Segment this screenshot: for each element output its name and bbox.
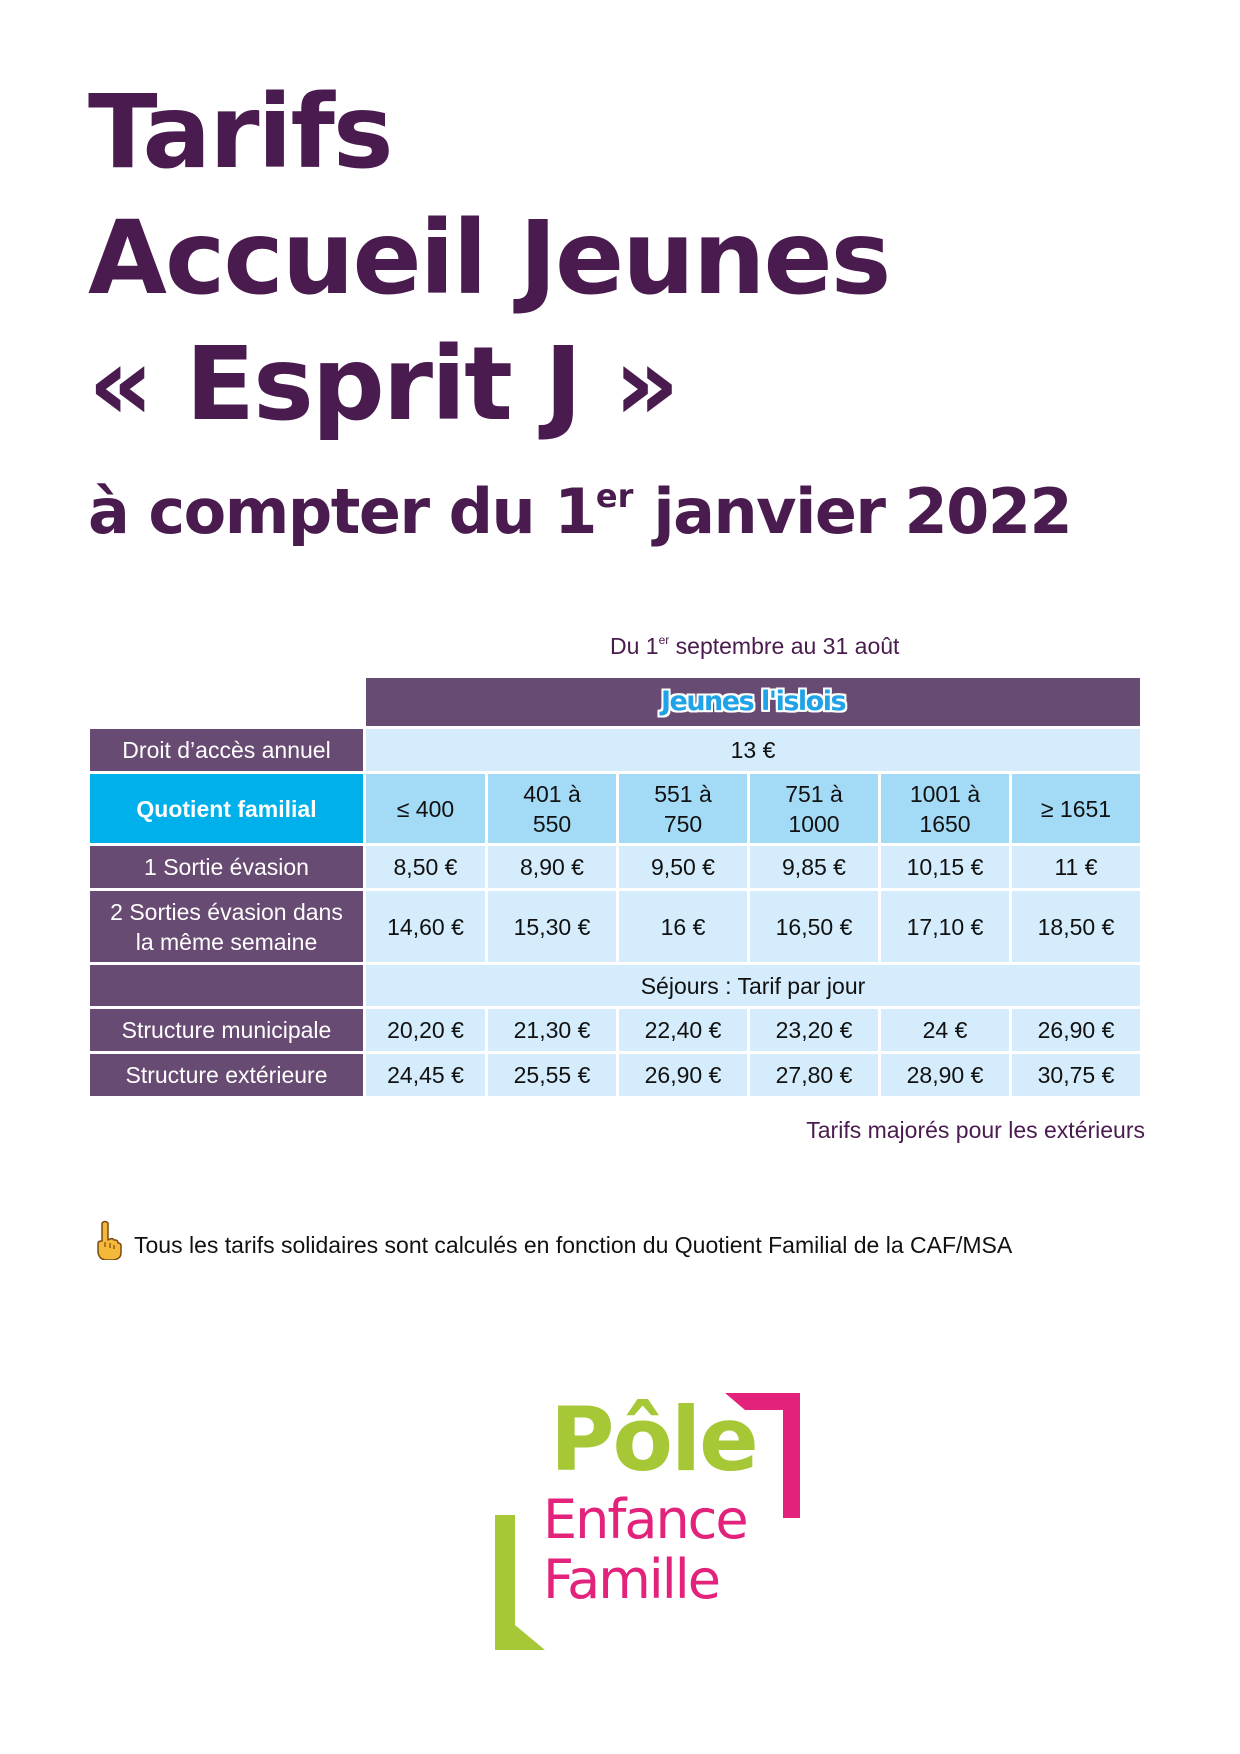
- table-cell: 14,60 €: [366, 891, 485, 962]
- caf-note-text: Tous les tarifs solidaires sont calculés en fonction du Quotient Familial de la CAF/MSA: [134, 1232, 1013, 1258]
- sejours-blank-label: [90, 965, 363, 1006]
- row-label-municipale: Structure municipale: [90, 1009, 363, 1051]
- jeunes-islois-brand: Jeunes l'islois: [660, 686, 846, 717]
- qf-bracket-text: 551 à 750: [654, 780, 712, 837]
- table-cell: 22,40 €: [619, 1009, 747, 1051]
- title-line-esprit-j: « Esprit J »: [88, 325, 678, 444]
- table-cell: 10,15 €: [881, 846, 1009, 888]
- qf-bracket-text: 751 à 1000: [785, 780, 843, 837]
- row-label-sortie1: 1 Sortie évasion: [90, 846, 363, 888]
- pointing-hand-icon: [90, 1220, 122, 1260]
- period-post: septembre au 31 août: [669, 633, 900, 659]
- qf-bracket: [619, 774, 747, 843]
- table-row-municipale: [90, 1009, 1140, 1051]
- table-row-acces: [90, 729, 1140, 771]
- table-header-row: [90, 678, 1140, 726]
- table-cell: 8,90 €: [488, 846, 616, 888]
- period-pre: Du 1: [610, 633, 659, 659]
- table-cell: 9,85 €: [750, 846, 878, 888]
- sejours-header: Séjours : Tarif par jour: [366, 965, 1140, 1006]
- table-cell: 16 €: [619, 891, 747, 962]
- table-row-sejours-header: [90, 965, 1140, 1006]
- table-cell: 15,30 €: [488, 891, 616, 962]
- table-cell: 30,75 €: [1012, 1054, 1140, 1096]
- title-line-tarifs: Tarifs: [88, 73, 392, 192]
- row-label-acces: Droit d’accès annuel: [90, 729, 363, 771]
- table-cell: 27,80 €: [750, 1054, 878, 1096]
- table-row-sortie2: [90, 891, 1140, 962]
- qf-bracket-text: 401 à 550: [523, 780, 581, 837]
- table-cell: 17,10 €: [881, 891, 1009, 962]
- surcharge-note: Tarifs majorés pour les extérieurs: [806, 1117, 1145, 1143]
- caf-note: [90, 1232, 1012, 1260]
- qf-bracket: [750, 774, 878, 843]
- table-cell: 21,30 €: [488, 1009, 616, 1051]
- header-blank-cell: [90, 678, 363, 726]
- table-cell: 18,50 €: [1012, 891, 1140, 962]
- group-header-cell: [366, 678, 1140, 726]
- title-date-pre: à compter du 1: [88, 475, 596, 548]
- qf-bracket: [488, 774, 616, 843]
- table-cell: 9,50 €: [619, 846, 747, 888]
- qf-bracket: ≥ 1651: [1012, 774, 1140, 843]
- table-cell: 11 €: [1012, 846, 1140, 888]
- title-date-post: janvier 2022: [633, 475, 1072, 548]
- title-date-sup: er: [595, 477, 634, 515]
- logo-word-pole: Pôle: [550, 1388, 757, 1491]
- qf-bracket-text: 1001 à 1650: [909, 780, 981, 837]
- table-row-exterieure: [90, 1054, 1140, 1096]
- table-cell: 23,20 €: [750, 1009, 878, 1051]
- table-cell: 24,45 €: [366, 1054, 485, 1096]
- row-label-exterieure: Structure extérieure: [90, 1054, 363, 1096]
- period-sup: er: [658, 633, 670, 647]
- table-cell: 20,20 €: [366, 1009, 485, 1051]
- table-cell: 26,90 €: [1012, 1009, 1140, 1051]
- row-label-sortie2: [90, 891, 363, 962]
- qf-bracket: ≤ 400: [366, 774, 485, 843]
- tariff-table: [87, 675, 1143, 1099]
- table-cell: 16,50 €: [750, 891, 878, 962]
- table-row-qf: [90, 774, 1140, 843]
- page-title: [88, 70, 1071, 552]
- table-cell: 28,90 €: [881, 1054, 1009, 1096]
- logo-word-famille: Famille: [543, 1548, 720, 1611]
- title-line-accueil-jeunes: Accueil Jeunes: [88, 199, 890, 318]
- qf-bracket: [881, 774, 1009, 843]
- table-row-sortie1: [90, 846, 1140, 888]
- row-label-sortie2-text: 2 Sorties évasion dans la même semaine: [110, 898, 343, 955]
- table-cell: 24 €: [881, 1009, 1009, 1051]
- table-cell: 25,55 €: [488, 1054, 616, 1096]
- logo-word-enfance: Enfance: [543, 1488, 747, 1551]
- period-label: [610, 633, 899, 660]
- title-date-line: [88, 456, 1071, 552]
- table-cell: 26,90 €: [619, 1054, 747, 1096]
- pole-enfance-famille-logo: [495, 1390, 805, 1660]
- acces-value: 13 €: [366, 729, 1140, 771]
- table-cell: 8,50 €: [366, 846, 485, 888]
- row-label-qf: Quotient familial: [90, 774, 363, 843]
